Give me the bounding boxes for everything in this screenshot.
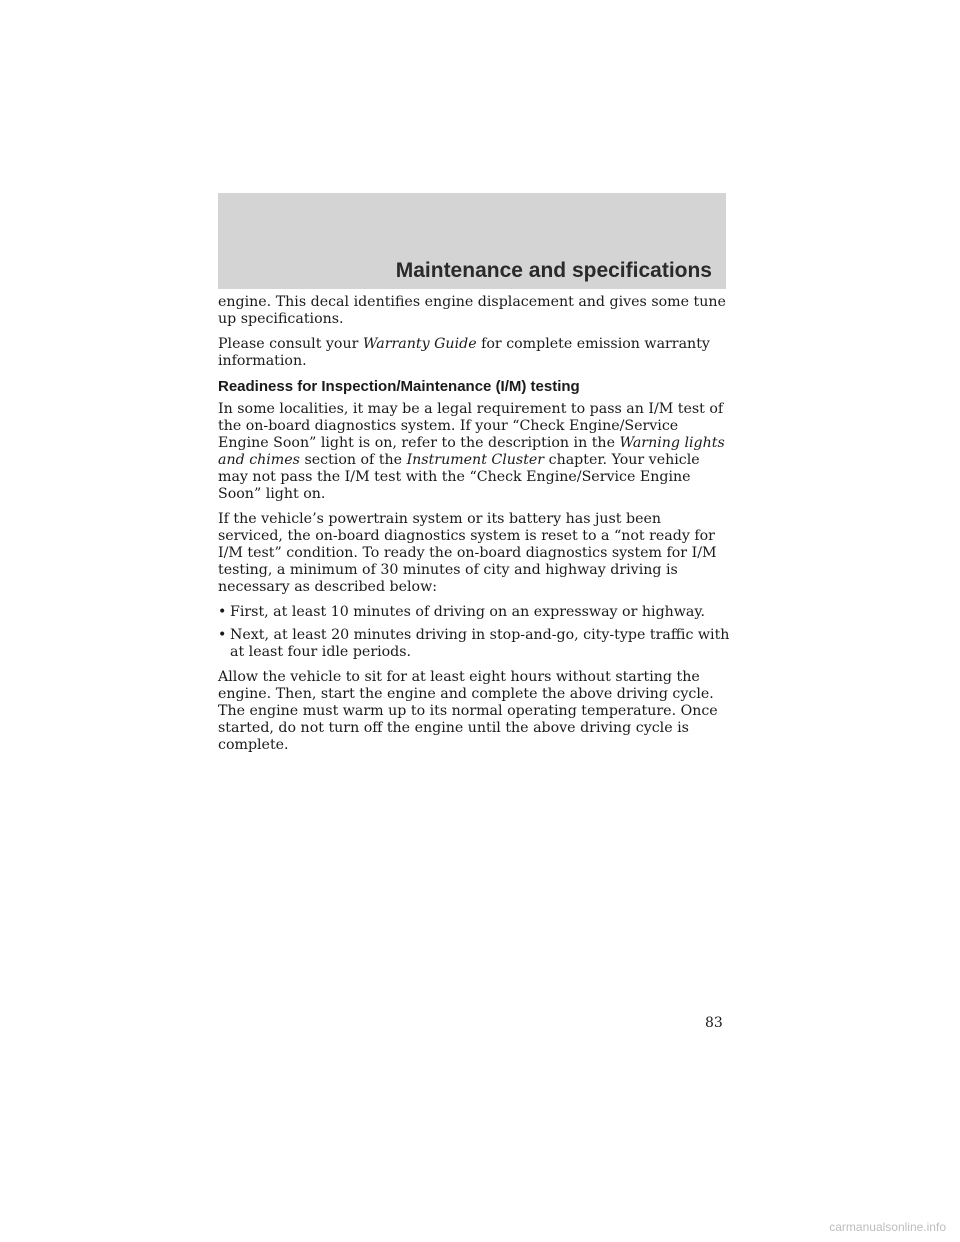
bullet-icon: • bbox=[218, 627, 227, 643]
chapter-title: Maintenance and specifications bbox=[395, 259, 712, 282]
list-item bbox=[218, 604, 730, 621]
text-segment: chapter. Your vehicle may not pass the I/M test with the “Check Engine/Service Engine Soon” light on. bbox=[218, 452, 700, 502]
paragraph-warranty bbox=[218, 336, 730, 370]
page-content bbox=[218, 294, 730, 762]
list-item-text: Next, at least 20 minutes driving in stop-and-go, city-type traffic with at least four idle periods. bbox=[230, 627, 730, 660]
section-heading: Readiness for Inspection/Maintenance (I/M) testing bbox=[218, 378, 580, 395]
page-number: 83 bbox=[705, 1015, 723, 1031]
bullet-icon: • bbox=[218, 604, 227, 620]
driving-requirements-list bbox=[218, 604, 730, 661]
text-segment: section of the bbox=[299, 452, 407, 468]
list-item bbox=[218, 627, 730, 661]
warranty-guide-reference: Warranty Guide bbox=[362, 336, 477, 352]
text-segment: for complete emission warranty information. bbox=[218, 336, 710, 369]
paragraph-im-test bbox=[218, 401, 730, 503]
text-segment: Please consult your bbox=[218, 336, 363, 352]
text-segment: In some localities, it may be a legal requirement to pass an I/M test of the on-board diagnostics system. If your “Check Engine/Service Engine Soon” light is on, refer to the description in the bbox=[218, 401, 724, 451]
paragraph-powertrain: If the vehicle’s powertrain system or its battery has just been serviced, the on-board diagnostics system is reset to a “not ready for I/M test” condition. To ready the on-board diagnostics system for I/M testing, a minimum of 30 minutes of city and highway driving is necessary as described below: bbox=[218, 511, 717, 595]
instrument-cluster-reference: Instrument Cluster bbox=[406, 452, 545, 468]
watermark: carmanualsonline.info bbox=[829, 1220, 946, 1234]
paragraph-drive-cycle: Allow the vehicle to sit for at least eight hours without starting the engine. Then, start the engine and complete the above driving cycle. The engine must warm up to its normal operating temperature. Once started, do not turn off the engine until the above driving cycle is complete. bbox=[218, 669, 718, 753]
chapter-header bbox=[218, 193, 726, 289]
paragraph-decal: engine. This decal identifies engine displacement and gives some tune up specifications. bbox=[218, 294, 726, 327]
warning-lights-reference: Warning lights and chimes bbox=[218, 435, 725, 468]
list-item-text: First, at least 10 minutes of driving on an expressway or highway. bbox=[230, 604, 706, 620]
